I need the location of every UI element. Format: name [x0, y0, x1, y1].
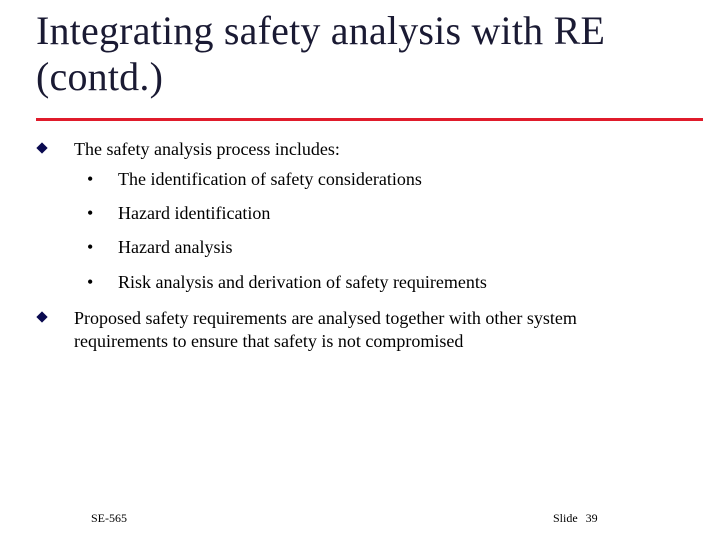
bullet-text-line-2: requirements to ensure that safety is not compromised	[74, 331, 464, 351]
slide-number: 39	[585, 511, 598, 525]
sub-bullet-text: Hazard analysis	[118, 237, 233, 257]
sub-bullet-dot: •	[87, 237, 94, 257]
sub-bullet-dot: •	[87, 272, 94, 292]
footer-slide-number	[553, 511, 598, 526]
slide-title-line-2: (contd.)	[36, 54, 164, 99]
sub-bullet-text: Risk analysis and derivation of safety requirements	[118, 272, 487, 292]
slide-title-line-1: Integrating safety analysis with RE	[36, 8, 606, 53]
diamond-bullet-icon	[36, 142, 47, 153]
slide-label: Slide	[553, 511, 578, 525]
sub-bullet-text: The identification of safety considerations	[118, 169, 422, 189]
slide-title	[36, 8, 696, 100]
sub-bullet-dot: •	[87, 169, 94, 189]
title-divider	[36, 118, 703, 121]
sub-bullet-text: Hazard identification	[118, 203, 271, 223]
sub-bullet-dot: •	[87, 203, 94, 223]
bullet-text: The safety analysis process includes:	[74, 139, 340, 159]
bullet-text	[74, 307, 674, 353]
diamond-bullet-icon	[36, 311, 47, 322]
bullet-text-line-1: Proposed safety requirements are analysed together with other system	[74, 308, 577, 328]
footer-course: SE-565	[91, 511, 127, 525]
